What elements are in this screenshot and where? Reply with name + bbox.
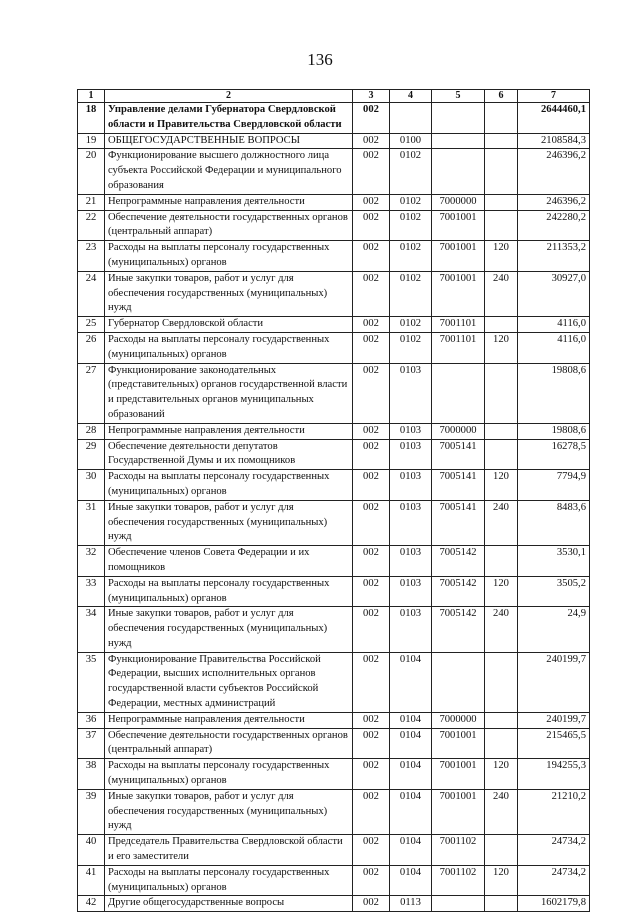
row-section-code: 0102 [390,210,432,241]
row-expense-type: 240 [485,500,518,545]
row-name: Иные закупки товаров, работ и услуг для обеспечения государственных (муниципальных) нужд [105,607,353,652]
row-expense-type [485,133,518,149]
row-ministry-code: 002 [353,332,390,363]
row-article-code: 7005142 [432,576,485,607]
row-name: Обеспечение деятельности депутатов Государственной Думы и их помощников [105,439,353,470]
row-number: 21 [78,194,105,210]
row-article-code: 7000000 [432,194,485,210]
row-name: Расходы на выплаты персоналу государственных (муниципальных) органов [105,241,353,272]
row-section-code: 0103 [390,576,432,607]
row-article-code: 7001001 [432,210,485,241]
row-number: 36 [78,712,105,728]
row-amount: 246396,2 [518,149,590,194]
row-number: 37 [78,728,105,759]
row-name: Непрограммные направления деятельности [105,423,353,439]
table-row [78,423,590,439]
row-name: Управление делами Губернатора Свердловской области и Правительства Свердловской области [105,103,353,134]
row-number: 26 [78,332,105,363]
row-expense-type [485,546,518,577]
row-ministry-code: 002 [353,363,390,423]
row-section-code: 0103 [390,470,432,501]
row-article-code: 7001001 [432,271,485,316]
table-row [78,470,590,501]
table-row [78,712,590,728]
row-expense-type [485,149,518,194]
row-section-code: 0103 [390,607,432,652]
table-row [78,363,590,423]
row-ministry-code: 002 [353,835,390,866]
column-header: 7 [518,90,590,103]
row-name: Непрограммные направления деятельности [105,712,353,728]
row-article-code [432,896,485,912]
row-ministry-code: 002 [353,607,390,652]
row-amount: 8483,6 [518,500,590,545]
row-name: Функционирование высшего должностного лица субъекта Российской Федерации и муниципального образования [105,149,353,194]
row-name: Расходы на выплаты персоналу государственных (муниципальных) органов [105,332,353,363]
row-name: Расходы на выплаты персоналу государственных (муниципальных) органов [105,576,353,607]
row-number: 41 [78,865,105,896]
row-article-code [432,103,485,134]
row-ministry-code: 002 [353,423,390,439]
row-section-code: 0104 [390,835,432,866]
row-expense-type [485,317,518,333]
table-row [78,728,590,759]
row-article-code: 7001001 [432,241,485,272]
row-number: 27 [78,363,105,423]
row-article-code: 7005141 [432,439,485,470]
row-number: 38 [78,759,105,790]
row-article-code: 7000000 [432,423,485,439]
row-article-code [432,149,485,194]
row-ministry-code: 002 [353,896,390,912]
row-name: Функционирование Правительства Российской Федерации, высших исполнительных органов государственной власти субъектов Российской Федерации, местных администраций [105,652,353,712]
row-amount: 3505,2 [518,576,590,607]
column-header: 5 [432,90,485,103]
row-expense-type [485,712,518,728]
page-number: 136 [307,50,333,69]
column-header: 2 [105,90,353,103]
row-section-code: 0102 [390,271,432,316]
row-amount: 4116,0 [518,317,590,333]
row-article-code [432,652,485,712]
row-number: 30 [78,470,105,501]
row-expense-type [485,210,518,241]
row-expense-type [485,439,518,470]
row-name: Обеспечение деятельности государственных органов (центральный аппарат) [105,728,353,759]
table-row [78,241,590,272]
row-section-code: 0102 [390,241,432,272]
row-ministry-code: 002 [353,149,390,194]
row-expense-type: 120 [485,332,518,363]
table-row [78,149,590,194]
table-row [78,896,590,912]
table-row [78,133,590,149]
row-section-code: 0102 [390,317,432,333]
row-amount: 3530,1 [518,546,590,577]
row-section-code: 0103 [390,423,432,439]
row-section-code [390,103,432,134]
row-amount: 242280,2 [518,210,590,241]
row-expense-type [485,835,518,866]
table-row [78,500,590,545]
row-ministry-code: 002 [353,789,390,834]
row-ministry-code: 002 [353,210,390,241]
row-number: 40 [78,835,105,866]
row-expense-type [485,423,518,439]
row-amount: 215465,5 [518,728,590,759]
row-amount: 19808,6 [518,423,590,439]
row-number: 31 [78,500,105,545]
row-article-code: 7001001 [432,759,485,790]
row-ministry-code: 002 [353,576,390,607]
row-name: Иные закупки товаров, работ и услуг для обеспечения государственных (муниципальных) нужд [105,789,353,834]
row-ministry-code: 002 [353,241,390,272]
row-number: 34 [78,607,105,652]
row-ministry-code: 002 [353,546,390,577]
row-amount: 246396,2 [518,194,590,210]
column-header: 4 [390,90,432,103]
row-ministry-code: 002 [353,500,390,545]
row-number: 28 [78,423,105,439]
row-number: 23 [78,241,105,272]
table-row [78,546,590,577]
table-row [78,210,590,241]
table-row [78,439,590,470]
row-amount: 2108584,3 [518,133,590,149]
row-amount: 7794,9 [518,470,590,501]
table-row [78,607,590,652]
row-article-code: 7005141 [432,470,485,501]
row-section-code: 0104 [390,865,432,896]
row-number: 42 [78,896,105,912]
row-expense-type [485,103,518,134]
row-amount: 30927,0 [518,271,590,316]
row-section-code: 0103 [390,439,432,470]
table-row [78,789,590,834]
row-article-code: 7001102 [432,865,485,896]
row-article-code: 7001001 [432,789,485,834]
row-amount: 16278,5 [518,439,590,470]
row-name: Губернатор Свердловской области [105,317,353,333]
row-expense-type: 120 [485,759,518,790]
row-ministry-code: 002 [353,439,390,470]
row-article-code: 7001102 [432,835,485,866]
row-name: Обеспечение членов Совета Федерации и их помощников [105,546,353,577]
row-section-code: 0102 [390,332,432,363]
row-section-code: 0100 [390,133,432,149]
row-section-code: 0103 [390,500,432,545]
row-number: 19 [78,133,105,149]
row-ministry-code: 002 [353,759,390,790]
table-row [78,865,590,896]
row-name: Обеспечение деятельности государственных органов (центральный аппарат) [105,210,353,241]
row-number: 24 [78,271,105,316]
row-name: Непрограммные направления деятельности [105,194,353,210]
row-amount: 240199,7 [518,712,590,728]
row-name: Иные закупки товаров, работ и услуг для обеспечения государственных (муниципальных) нужд [105,271,353,316]
row-amount: 19808,6 [518,363,590,423]
row-number: 39 [78,789,105,834]
row-section-code: 0104 [390,712,432,728]
row-amount: 4116,0 [518,332,590,363]
row-ministry-code: 002 [353,103,390,134]
row-expense-type: 120 [485,865,518,896]
row-article-code: 7005141 [432,500,485,545]
table-row [78,103,590,134]
row-name: Функционирование законодательных (представительных) органов государственной власти и представительных органов муниципальных образований [105,363,353,423]
row-ministry-code: 002 [353,133,390,149]
row-name: Расходы на выплаты персоналу государственных (муниципальных) органов [105,865,353,896]
row-amount: 24734,2 [518,835,590,866]
row-article-code: 7005142 [432,607,485,652]
row-amount: 2644460,1 [518,103,590,134]
row-number: 25 [78,317,105,333]
row-expense-type: 120 [485,576,518,607]
row-amount: 1602179,8 [518,896,590,912]
row-ministry-code: 002 [353,728,390,759]
row-ministry-code: 002 [353,271,390,316]
row-expense-type [485,652,518,712]
row-ministry-code: 002 [353,194,390,210]
row-name: Расходы на выплаты персоналу государственных (муниципальных) органов [105,470,353,501]
table-row [78,271,590,316]
row-section-code: 0103 [390,363,432,423]
row-article-code: 7001101 [432,332,485,363]
row-expense-type [485,896,518,912]
row-number: 20 [78,149,105,194]
row-number: 29 [78,439,105,470]
row-expense-type: 240 [485,789,518,834]
row-article-code: 7005142 [432,546,485,577]
row-section-code: 0104 [390,652,432,712]
row-section-code: 0104 [390,789,432,834]
row-ministry-code: 002 [353,317,390,333]
row-name: Председатель Правительства Свердловской области и его заместители [105,835,353,866]
table-row [78,317,590,333]
row-name: Расходы на выплаты персоналу государственных (муниципальных) органов [105,759,353,790]
row-expense-type [485,194,518,210]
column-header: 1 [78,90,105,103]
row-section-code: 0113 [390,896,432,912]
column-header: 6 [485,90,518,103]
row-number: 18 [78,103,105,134]
table-row [78,576,590,607]
row-section-code: 0103 [390,546,432,577]
row-number: 33 [78,576,105,607]
row-article-code: 7001001 [432,728,485,759]
row-expense-type: 120 [485,470,518,501]
row-article-code: 7001101 [432,317,485,333]
table-header-row [78,90,590,103]
table-row [78,652,590,712]
column-header: 3 [353,90,390,103]
row-article-code [432,133,485,149]
table-row [78,835,590,866]
row-ministry-code: 002 [353,470,390,501]
table-row [78,332,590,363]
row-ministry-code: 002 [353,712,390,728]
row-name: ОБЩЕГОСУДАРСТВЕННЫЕ ВОПРОСЫ [105,133,353,149]
row-amount: 211353,2 [518,241,590,272]
row-expense-type [485,728,518,759]
row-name: Другие общегосударственные вопросы [105,896,353,912]
row-amount: 194255,3 [518,759,590,790]
row-amount: 240199,7 [518,652,590,712]
row-expense-type: 240 [485,607,518,652]
row-ministry-code: 002 [353,865,390,896]
row-number: 32 [78,546,105,577]
table-row [78,759,590,790]
row-number: 22 [78,210,105,241]
row-expense-type: 120 [485,241,518,272]
row-name: Иные закупки товаров, работ и услуг для обеспечения государственных (муниципальных) нужд [105,500,353,545]
row-amount: 24,9 [518,607,590,652]
row-ministry-code: 002 [353,652,390,712]
row-section-code: 0104 [390,728,432,759]
budget-table [77,89,590,912]
row-article-code [432,363,485,423]
row-section-code: 0102 [390,194,432,210]
row-section-code: 0102 [390,149,432,194]
row-expense-type: 240 [485,271,518,316]
table-row [78,194,590,210]
row-article-code: 7000000 [432,712,485,728]
row-number: 35 [78,652,105,712]
row-amount: 24734,2 [518,865,590,896]
row-expense-type [485,363,518,423]
row-section-code: 0104 [390,759,432,790]
row-amount: 21210,2 [518,789,590,834]
